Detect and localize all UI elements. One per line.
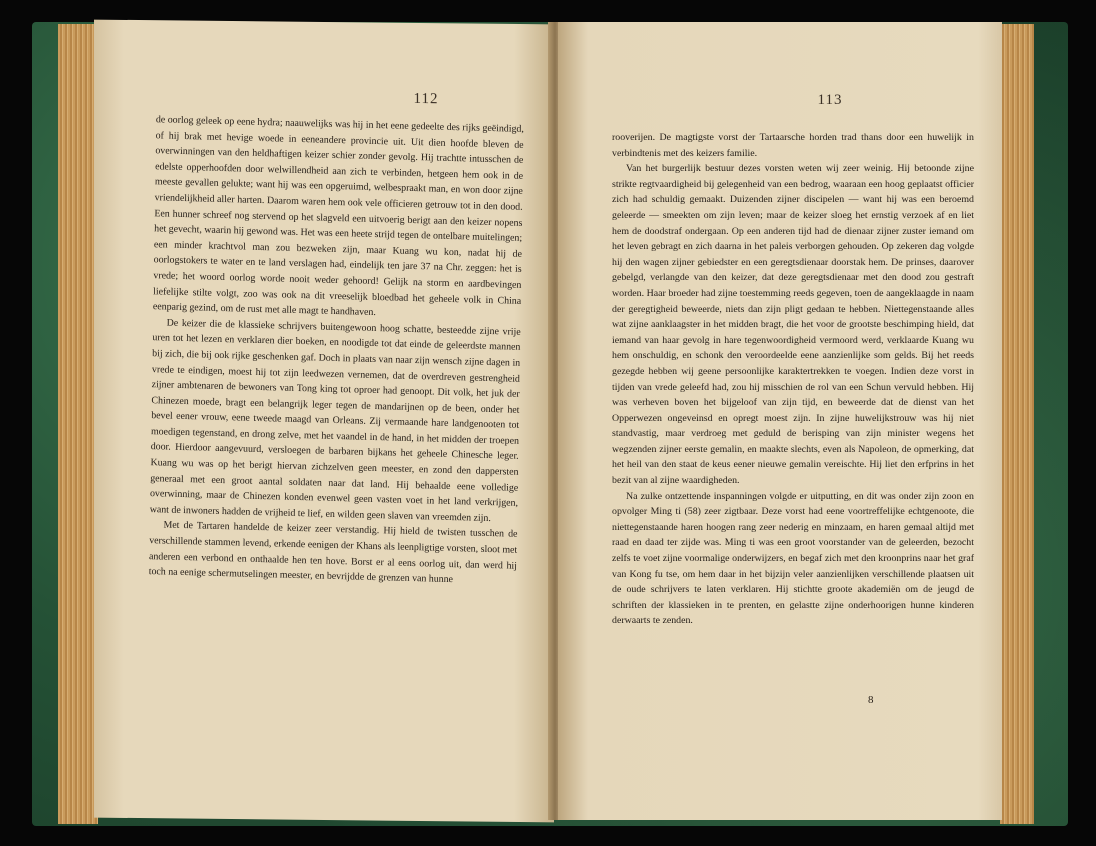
page-number: 112 xyxy=(413,90,439,108)
page-body-text xyxy=(149,112,524,589)
paragraph: De keizer die de klassieke schrijvers buitengewoon hoog schatte, besteedde zijne vrije uren tot het lezen en verklaren dier boeken, en noodigde tot dat einde de geleerdste mannen bij zich, die bij ook rijke geschenken gaf. Doch in plaats van naar zijn wensch zijne dagen in vrede te eindigen, moest hij tot zijn leedwezen vernemen, dat de overdreven gestrengheid zijner ambtenaren de bewoners van Tong king tot oproer had genoopt. Dit volk, het juk der Chinezen moede, bragt een belangrijk leger tegen de mandarijnen op de been, onder het bevel eener vrouw, eene tweede maagd van Orleans. Zij vermaande hare landgenooten tot moedigen tegenstand, en drong zelve, met het vaandel in de hand, in het midden der troepen door. Hierdoor aangevuurd, versloegen de barbaren bijkans het geheele Chinesche leger. Kuang wu was op het berigt hiervan zichzelven geen meester, en zond den dappersten generaal met een groot aantal soldaten naar dat land. Hij behaalde eene volledige overwinning, maar de Chinezen konden evenwel geen vasten voet in het land verkrijgen, want de inwoners hadden de vrijheid te lief, en wilden geen slaven van vreemden zijn. xyxy=(149,317,521,524)
page-number: 113 xyxy=(817,92,843,108)
signature-mark: 8 xyxy=(868,694,874,706)
paragraph: Na zulke ontzettende inspanningen volgde er uitputting, en dit was onder zijn zoon en opvolger Ming ti (58) zeer zigtbaar. Deze vorst had eene voortreffelijke echtgenoote, die niettegenstaande haren hoogen rang zeer nederig en minzaam, en haren gemaal altijd met raad en daad ter zijde was. Ming ti was een groot voorstander van de geleerden, bezocht zelfs te voet zijne voormalige onderwijzers, en begaf zich met den kroonprins naar het graf van Kong fu tse, om hem daar in het bijzijn veler aanzienlijken verschillende plaatsen uit de oude schrijvers te laten verklaren. Hij stichtte groote akademiën om de jeugd de schriften der klassieken in te prenten, en gelastte zijne onderhoorigen hunne kinderen derwaarts te zenden. xyxy=(612,490,974,627)
right-page xyxy=(558,22,1002,820)
paragraph: Met de Tartaren handelde de keizer zeer verstandig. Hij hield de twisten tusschen de verschillende stammen levend, erkende eenigen der Khans als leenpligtige vorsten, sloot met anderen een verbond en onthaalde hen ten hove. Borst er al eens oorlog uit, dan werd hij toch na eenige schermutselingen meester, en bevrijdde de grenzen van hunne xyxy=(148,519,518,586)
page-body-text xyxy=(612,130,974,629)
page-edges-left xyxy=(58,24,98,824)
left-page xyxy=(94,20,554,823)
paragraph: de oorlog geleek op eene hydra; naauwelijks was hij in het eene gedeelte des rijks geëindigd, of hij brak met hevige woede in eeneandere provincie uit. Uit dien hoofde bleven de overwinningen van den heldhaftigen keizer schier zonder gevolg. Hij trachtte intusschen de edelste opperhoofden door welwillendheid aan zich te verbinden, hetgeen hem ook in de meeste gevallen gelukte; want hij was een opgeruimd, welbespraakt man, en won door zijne vriendelijkheid aller harten. Daarom waren hem ook vele officieren getrouw tot in den dood. Een hunner schreef nog stervend op het slagveld een uitvoerig berigt aan den keizer nopens het gevecht, waarin hij gewond was. Het was een heete strijd tegen de ontelbare muitelingen; een minder krachtvol man zou bezweken zijn, maar Kuang wu kon, nadat hij de oorlogstokers te water en te land verslagen had, eindelijk ten jare 37 na Chr. zeggen: het is vrede; het woord oorlog worde nooit weder gehoord! Gelijk na storm en aardbevingen liefelijke stilte volgt, zoo was ook na dit vreeselijk bloedbad het geheele volk in China eenparig gezind, om de rust met alle magt te handhaven. xyxy=(152,114,524,319)
paragraph: Van het burgerlijk bestuur dezes vorsten weten wij zeer weinig. Hij betoonde zijne strikte regtvaardigheid bij gelegenheid van een bedrog, waaraan een hoog geplaatst officier zich had schuldig gemaakt. Duizenden zijner discipelen — want hij was een beroemd geleerde — smeekten om zijn leven; maar de keizer sloeg het ernstig verzoek af en liet hem de doodstraf ondergaan. Op een anderen tijd had de dienaar zijner zuster iemand om het leven gebragt en zich daarna in het paleis verborgen gehouden. Op zekeren dag volgde hij den wagen zijner gebiedster en een geregtsdienaar doorstak hem. De prinses, daarover gebelgd, verlangde van den keizer, dat deze geregtsdienaar met den dood zou gestraft worden. Haar broeder had zijne toestemming reeds gegeven, toen de aangeklaagde in naam der geregtigheid beweerde, niets dan zijn pligt gedaan te hebben. Niettegenstaande alles wat zijne aanklaagster in het midden bragt, die het voor de grootste beschimping hield, dat iemand van haar gevolg in hare tegenwoordigheid vermoord werd, verklaarde Kuang wu hem onschuldig, en schonk den veroordeelde eene aanzienlijke som gelds. Bij het reeds gezegde hebben wij geene persoonlijke karaktertrekken te voegen. Indien deze vorst in tijden van vrede geleefd had, zou hij misschien de rol van een Schun vervuld hebben. Hij was verheven boven het bijgeloof van zijn tijd, en beweerde dat de dienst van het Opperwezen ongeveinsd en opregt moest zijn. In zijne huwelijkstrouw was hij niet standvastig, maar verdroeg met geduld de berisping van zijn minister wegens het wegzenden zijner eerste gemalin, en maakte slechts, even als Napoleon, de opmerking, dat het heil van den staat de keus eener nieuwe gemalin vereischte. Hij liet den erfprins in het bezit van al zijne waardigheden. xyxy=(612,163,974,487)
page-edges-right xyxy=(1000,24,1034,824)
paragraph: rooverijen. De magtigste vorst der Tartaarsche horden trad thans door een huwelijk in verbindtenis met des keizers familie. xyxy=(612,132,974,159)
